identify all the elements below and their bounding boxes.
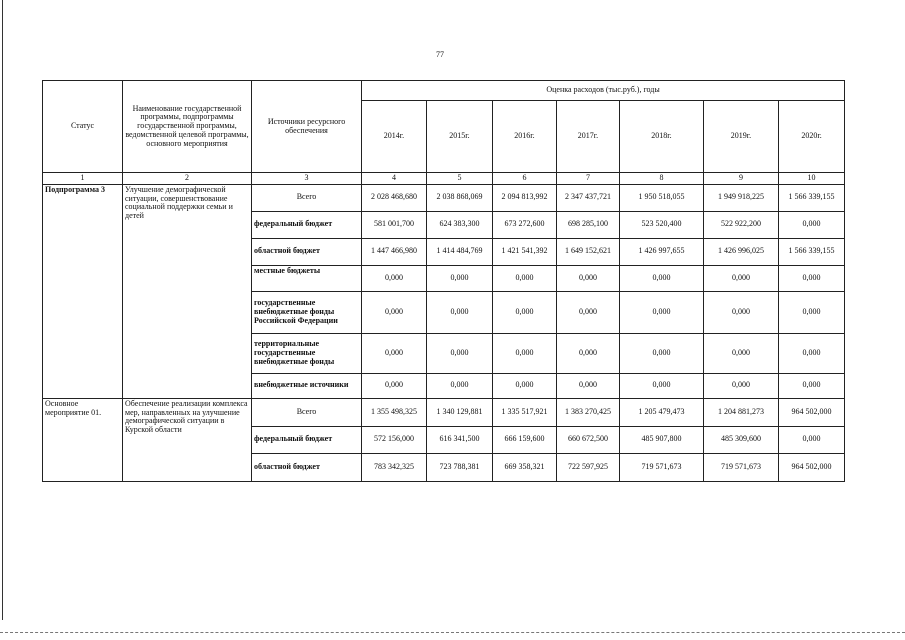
value-cell: 0,000 bbox=[362, 373, 427, 398]
value-cell: 624 383,300 bbox=[427, 211, 493, 238]
column-number: 10 bbox=[779, 173, 845, 185]
value-cell: 1 426 997,655 bbox=[620, 238, 704, 265]
value-cell: 0,000 bbox=[620, 265, 704, 291]
row-source: территориальные государственные внебюджетные фонды bbox=[252, 333, 362, 373]
header-estimate: Оценка расходов (тыс.руб.), годы bbox=[362, 81, 845, 101]
header-year: 2015г. bbox=[427, 101, 493, 173]
row-program-name: Обеспечение реализации комплекса мер, направленных на улучшение демографической ситуации в Курской области bbox=[123, 398, 252, 481]
header-year: 2019г. bbox=[704, 101, 779, 173]
value-cell: 1 421 541,392 bbox=[493, 238, 557, 265]
value-cell: 669 358,321 bbox=[493, 453, 557, 481]
value-cell: 0,000 bbox=[779, 373, 845, 398]
header-year: 2018г. bbox=[620, 101, 704, 173]
header-name: Наименование государственной программы, подпрограммы государственной программы, ведомственной целевой программы, основного мероприятия bbox=[123, 81, 252, 173]
header-status: Статус bbox=[43, 81, 123, 173]
row-source: областной бюджет bbox=[252, 453, 362, 481]
value-cell: 964 502,000 bbox=[779, 398, 845, 426]
value-cell: 0,000 bbox=[557, 373, 620, 398]
value-cell: 0,000 bbox=[779, 291, 845, 333]
column-number: 9 bbox=[704, 173, 779, 185]
value-cell: 0,000 bbox=[557, 333, 620, 373]
value-cell: 1 426 996,025 bbox=[704, 238, 779, 265]
row-source: Всего bbox=[252, 184, 362, 211]
header-year: 2014г. bbox=[362, 101, 427, 173]
value-cell: 783 342,325 bbox=[362, 453, 427, 481]
value-cell: 0,000 bbox=[427, 373, 493, 398]
column-number: 5 bbox=[427, 173, 493, 185]
header-year: 2017г. bbox=[557, 101, 620, 173]
value-cell: 1 205 479,473 bbox=[620, 398, 704, 426]
value-cell: 0,000 bbox=[362, 265, 427, 291]
row-source: внебюджетные источники bbox=[252, 373, 362, 398]
column-number: 7 bbox=[557, 173, 620, 185]
value-cell: 964 502,000 bbox=[779, 453, 845, 481]
value-cell: 1 340 129,881 bbox=[427, 398, 493, 426]
value-cell: 0,000 bbox=[493, 265, 557, 291]
column-number: 2 bbox=[123, 173, 252, 185]
value-cell: 0,000 bbox=[704, 291, 779, 333]
value-cell: 722 597,925 bbox=[557, 453, 620, 481]
value-cell: 522 922,200 bbox=[704, 211, 779, 238]
header-year: 2020г. bbox=[779, 101, 845, 173]
value-cell: 719 571,673 bbox=[620, 453, 704, 481]
value-cell: 1 950 518,055 bbox=[620, 184, 704, 211]
value-cell: 1 447 466,980 bbox=[362, 238, 427, 265]
value-cell: 723 788,381 bbox=[427, 453, 493, 481]
value-cell: 616 341,500 bbox=[427, 426, 493, 453]
value-cell: 0,000 bbox=[779, 333, 845, 373]
value-cell: 485 907,800 bbox=[620, 426, 704, 453]
table-row bbox=[43, 184, 845, 211]
column-number: 3 bbox=[252, 173, 362, 185]
row-source: государственные внебюджетные фонды Российской Федерации bbox=[252, 291, 362, 333]
column-number: 8 bbox=[620, 173, 704, 185]
value-cell: 0,000 bbox=[779, 211, 845, 238]
budget-table bbox=[42, 80, 845, 482]
value-cell: 0,000 bbox=[620, 333, 704, 373]
row-source: Всего bbox=[252, 398, 362, 426]
header-source: Источники ресурсного обеспечения bbox=[252, 81, 362, 173]
value-cell: 0,000 bbox=[704, 333, 779, 373]
value-cell: 0,000 bbox=[704, 265, 779, 291]
value-cell: 1 355 498,325 bbox=[362, 398, 427, 426]
value-cell: 0,000 bbox=[427, 265, 493, 291]
page-number: 77 bbox=[436, 50, 444, 59]
value-cell: 0,000 bbox=[493, 333, 557, 373]
value-cell: 1 414 484,769 bbox=[427, 238, 493, 265]
value-cell: 572 156,000 bbox=[362, 426, 427, 453]
value-cell: 1 335 517,921 bbox=[493, 398, 557, 426]
row-status: Основное мероприятие 01. bbox=[43, 398, 123, 481]
value-cell: 660 672,500 bbox=[557, 426, 620, 453]
value-cell: 1 649 152,621 bbox=[557, 238, 620, 265]
value-cell: 1 566 339,155 bbox=[779, 184, 845, 211]
value-cell: 0,000 bbox=[620, 373, 704, 398]
value-cell: 698 285,100 bbox=[557, 211, 620, 238]
value-cell: 523 520,400 bbox=[620, 211, 704, 238]
row-source: федеральный бюджет bbox=[252, 211, 362, 238]
row-source: областной бюджет bbox=[252, 238, 362, 265]
row-program-name: Улучшение демографической ситуации, совершенствование социальной поддержки семьи и детей bbox=[123, 184, 252, 398]
column-number: 1 bbox=[43, 173, 123, 185]
value-cell: 719 571,673 bbox=[704, 453, 779, 481]
table-row bbox=[43, 398, 845, 426]
value-cell: 1 204 881,273 bbox=[704, 398, 779, 426]
value-cell: 0,000 bbox=[779, 265, 845, 291]
value-cell: 0,000 bbox=[620, 291, 704, 333]
value-cell: 581 001,700 bbox=[362, 211, 427, 238]
column-number: 4 bbox=[362, 173, 427, 185]
value-cell: 1 566 339,155 bbox=[779, 238, 845, 265]
header-year: 2016г. bbox=[493, 101, 557, 173]
column-number: 6 bbox=[493, 173, 557, 185]
value-cell: 673 272,600 bbox=[493, 211, 557, 238]
value-cell: 666 159,600 bbox=[493, 426, 557, 453]
value-cell: 0,000 bbox=[557, 265, 620, 291]
value-cell: 2 038 868,069 bbox=[427, 184, 493, 211]
value-cell: 2 094 813,992 bbox=[493, 184, 557, 211]
value-cell: 0,000 bbox=[557, 291, 620, 333]
value-cell: 0,000 bbox=[779, 426, 845, 453]
value-cell: 0,000 bbox=[704, 373, 779, 398]
value-cell: 0,000 bbox=[493, 291, 557, 333]
value-cell: 1 383 270,425 bbox=[557, 398, 620, 426]
row-source: местные бюджеты bbox=[252, 265, 362, 291]
value-cell: 0,000 bbox=[427, 291, 493, 333]
value-cell: 2 028 468,680 bbox=[362, 184, 427, 211]
value-cell: 0,000 bbox=[427, 333, 493, 373]
value-cell: 485 309,600 bbox=[704, 426, 779, 453]
column-number-row bbox=[43, 173, 845, 185]
value-cell: 2 347 437,721 bbox=[557, 184, 620, 211]
row-source: федеральный бюджет bbox=[252, 426, 362, 453]
row-status: Подпрограмма 3 bbox=[43, 184, 123, 398]
value-cell: 0,000 bbox=[362, 291, 427, 333]
value-cell: 0,000 bbox=[493, 373, 557, 398]
scan-margin-line bbox=[2, 0, 3, 620]
scan-bottom-line bbox=[0, 632, 905, 633]
value-cell: 0,000 bbox=[362, 333, 427, 373]
value-cell: 1 949 918,225 bbox=[704, 184, 779, 211]
